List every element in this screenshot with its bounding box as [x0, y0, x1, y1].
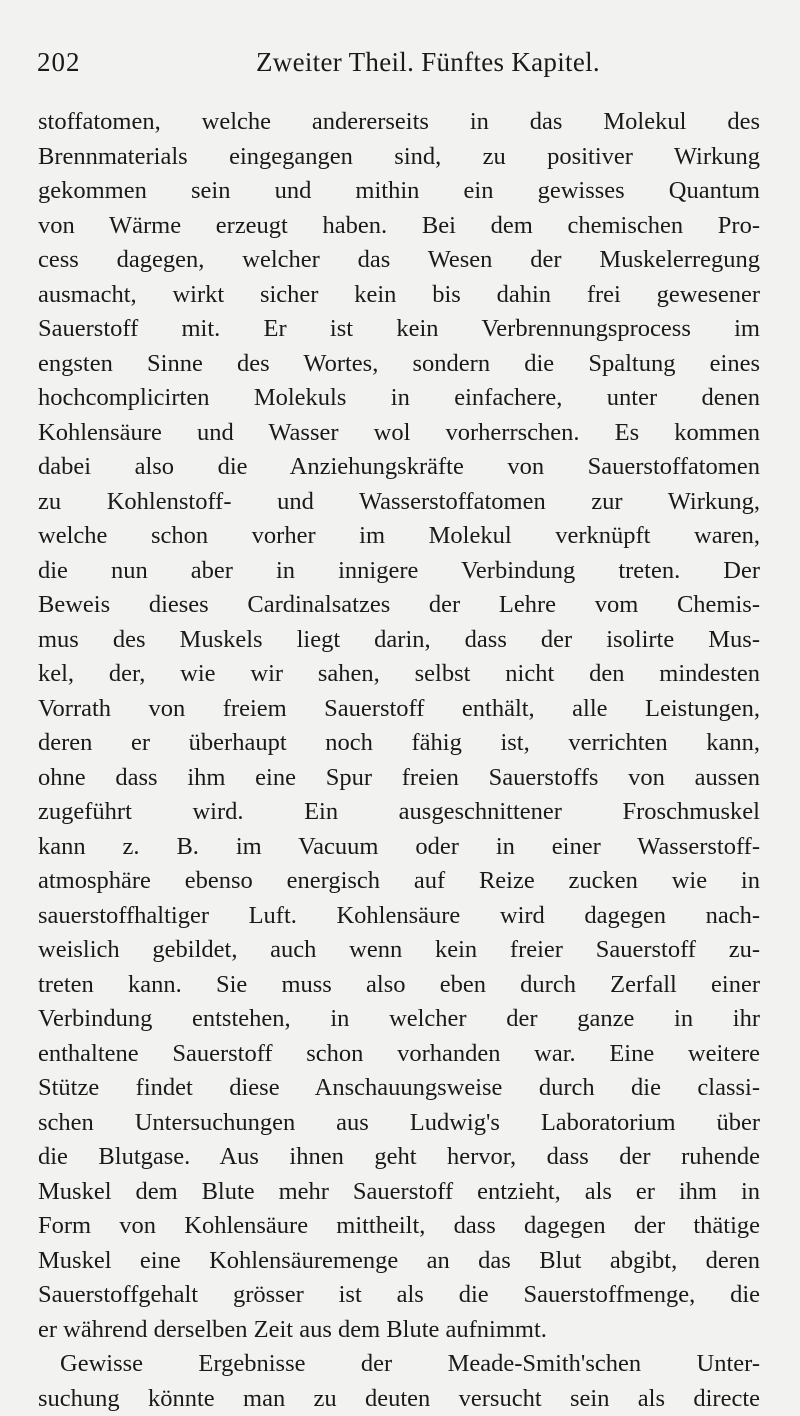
text-line: weislich gebildet, auch wenn kein freier Sauerstoff zu- — [38, 933, 760, 968]
text-line: er während derselben Zeit aus dem Blute aufnimmt. — [38, 1313, 760, 1348]
text-line: Kohlensäure und Wasser wol vorherrschen. Es kommen — [38, 416, 760, 451]
text-line: Sauerstoff mit. Er ist kein Verbrennungsprocess im — [38, 312, 760, 347]
text-line: Form von Kohlensäure mittheilt, dass dagegen der thätige — [38, 1209, 760, 1244]
page-number: 202 — [37, 40, 81, 84]
text-line: atmosphäre ebenso energisch auf Reize zucken wie in — [38, 864, 760, 899]
text-line: hochcomplicirten Molekuls in einfachere, unter denen — [38, 381, 760, 416]
text-line: welche schon vorher im Molekul verknüpft waren, — [38, 519, 760, 554]
text-line: suchung könnte man zu deuten versucht sein als directe — [38, 1382, 760, 1416]
text-line: Muskel eine Kohlensäuremenge an das Blut abgibt, deren — [38, 1244, 760, 1279]
text-line: die nun aber in innigere Verbindung treten. Der — [38, 554, 760, 589]
text-line: gekommen sein und mithin ein gewisses Quantum — [38, 174, 760, 209]
text-line: enthaltene Sauerstoff schon vorhanden war. Eine weitere — [38, 1037, 760, 1072]
text-line: engsten Sinne des Wortes, sondern die Spaltung eines — [38, 347, 760, 382]
text-line: ohne dass ihm eine Spur freien Sauerstoffs von aussen — [38, 761, 760, 796]
text-line: mus des Muskels liegt darin, dass der isolirte Mus- — [38, 623, 760, 658]
text-line: schen Untersuchungen aus Ludwig's Laboratorium über — [38, 1106, 760, 1141]
running-title: Zweiter Theil. Fünftes Kapitel. — [256, 40, 600, 84]
text-line: zugeführt wird. Ein ausgeschnittener Froschmuskel — [38, 795, 760, 830]
text-line: kann z. B. im Vacuum oder in einer Wasserstoff- — [38, 830, 760, 865]
text-line: Brennmaterials eingegangen sind, zu positiver Wirkung — [38, 140, 760, 175]
text-line: dabei also die Anziehungskräfte von Sauerstoffatomen — [38, 450, 760, 485]
text-line: cess dagegen, welcher das Wesen der Muskelerregung — [38, 243, 760, 278]
text-line: ausmacht, wirkt sicher kein bis dahin frei gewesener — [38, 278, 760, 313]
text-line: Muskel dem Blute mehr Sauerstoff entzieht, als er ihm in — [38, 1175, 760, 1210]
text-line: treten kann. Sie muss also eben durch Zerfall einer — [38, 968, 760, 1003]
page-header — [0, 40, 800, 84]
body-text — [38, 105, 760, 1416]
text-line: Sauerstoffgehalt grösser ist als die Sauerstoffmenge, die — [38, 1278, 760, 1313]
text-line: stoffatomen, welche andererseits in das Molekul des — [38, 105, 760, 140]
text-line: sauerstoffhaltiger Luft. Kohlensäure wird dagegen nach- — [38, 899, 760, 934]
text-line: Gewisse Ergebnisse der Meade-Smith'schen Unter- — [38, 1347, 760, 1382]
text-line: Beweis dieses Cardinalsatzes der Lehre vom Chemis- — [38, 588, 760, 623]
text-line: deren er überhaupt noch fähig ist, verrichten kann, — [38, 726, 760, 761]
text-line: zu Kohlenstoff- und Wasserstoffatomen zur Wirkung, — [38, 485, 760, 520]
text-line: Vorrath von freiem Sauerstoff enthält, alle Leistungen, — [38, 692, 760, 727]
text-line: Verbindung entstehen, in welcher der ganze in ihr — [38, 1002, 760, 1037]
text-line: die Blutgase. Aus ihnen geht hervor, dass der ruhende — [38, 1140, 760, 1175]
text-line: kel, der, wie wir sahen, selbst nicht den mindesten — [38, 657, 760, 692]
text-line: Stütze findet diese Anschauungsweise durch die classi- — [38, 1071, 760, 1106]
text-line: von Wärme erzeugt haben. Bei dem chemischen Pro- — [38, 209, 760, 244]
